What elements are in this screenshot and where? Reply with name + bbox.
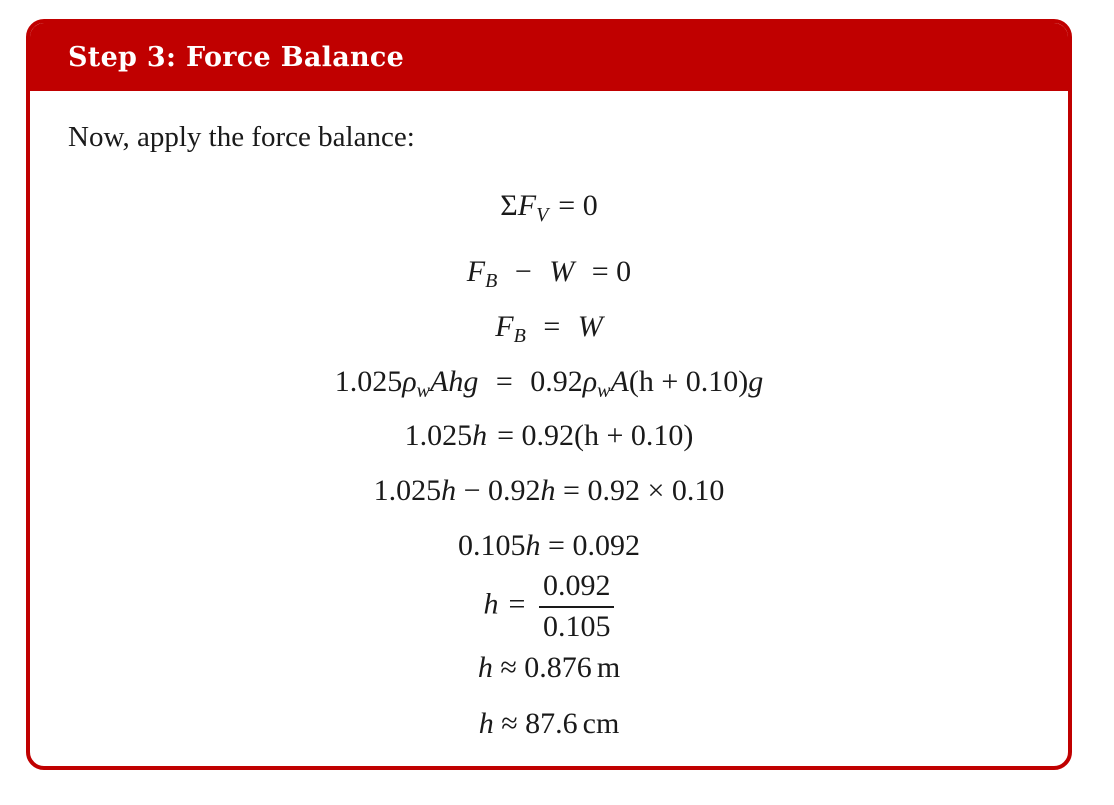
fraction-numerator: 0.092 <box>539 569 615 608</box>
var-h: h <box>540 474 556 507</box>
equation-result-cm <box>30 707 1068 741</box>
equation-result-m <box>30 651 1068 685</box>
vars-ahg: Ahg <box>430 365 479 398</box>
equals-sign: = <box>495 365 513 398</box>
rhs-product: = 0.92 × 0.10 <box>555 474 725 507</box>
coef-1025: 1.025 <box>373 474 442 507</box>
minus-term: − 0.92 <box>456 474 541 507</box>
minus-sign: − <box>514 255 532 288</box>
rhs-zero: = 0 <box>558 189 598 222</box>
rho-symbol: ρ <box>402 365 417 398</box>
var-a: A <box>610 365 629 398</box>
coef-1025: 1.025 <box>404 419 473 452</box>
var-f: F <box>495 310 514 343</box>
var-g: g <box>748 365 764 398</box>
unit-m: m <box>596 651 621 684</box>
unit-cm: cm <box>582 707 620 740</box>
equals-sign: = <box>508 587 526 621</box>
var-h: h <box>525 529 541 562</box>
rhs-expression: = 0.92(h + 0.10) <box>497 419 694 452</box>
rhs-value: ≈ 0.876 <box>492 651 592 684</box>
equation-fb-equals-w <box>30 310 1068 347</box>
rhs-value: ≈ 87.6 <box>493 707 578 740</box>
subscript-w: w <box>597 380 611 402</box>
equation-collect-terms <box>30 474 1068 508</box>
var-w: W <box>549 255 575 288</box>
rho-symbol: ρ <box>582 365 598 398</box>
rhs-zero: = 0 <box>591 255 632 288</box>
var-w: W <box>577 310 603 343</box>
subscript-v: V <box>536 204 549 226</box>
equation-fb-minus-w <box>30 255 1068 292</box>
subscript-b: B <box>513 325 526 347</box>
equation-simplified <box>30 419 1068 453</box>
subscript-w: w <box>416 380 430 402</box>
equation-fraction <box>30 569 1068 644</box>
equation-sum-forces <box>30 189 1068 226</box>
intro-text: Now, apply the force balance: <box>68 121 415 153</box>
var-f: F <box>466 255 486 288</box>
equals-sign: = <box>543 310 561 343</box>
equation-reduced <box>30 529 1068 563</box>
var-h: h <box>472 419 488 452</box>
subscript-b: B <box>485 270 498 292</box>
step-card <box>26 19 1072 770</box>
paren-group: (h + 0.10) <box>628 365 749 398</box>
var-f: F <box>517 189 537 222</box>
var-h: h <box>483 587 499 621</box>
var-h: h <box>478 707 494 740</box>
card-title: Step 3: Force Balance <box>68 41 405 73</box>
coef-0105: 0.105 <box>458 529 526 562</box>
var-h: h <box>441 474 457 507</box>
coef-092: 0.92 <box>530 365 583 398</box>
equation-density-expansion <box>30 365 1068 402</box>
sigma-symbol: Σ <box>500 189 518 222</box>
rhs-value: = 0.092 <box>540 529 640 562</box>
var-h: h <box>477 651 493 684</box>
card-header <box>30 23 1068 91</box>
coef-1025: 1.025 <box>334 365 403 398</box>
fraction-denominator: 0.105 <box>542 609 611 643</box>
fraction <box>539 569 615 644</box>
